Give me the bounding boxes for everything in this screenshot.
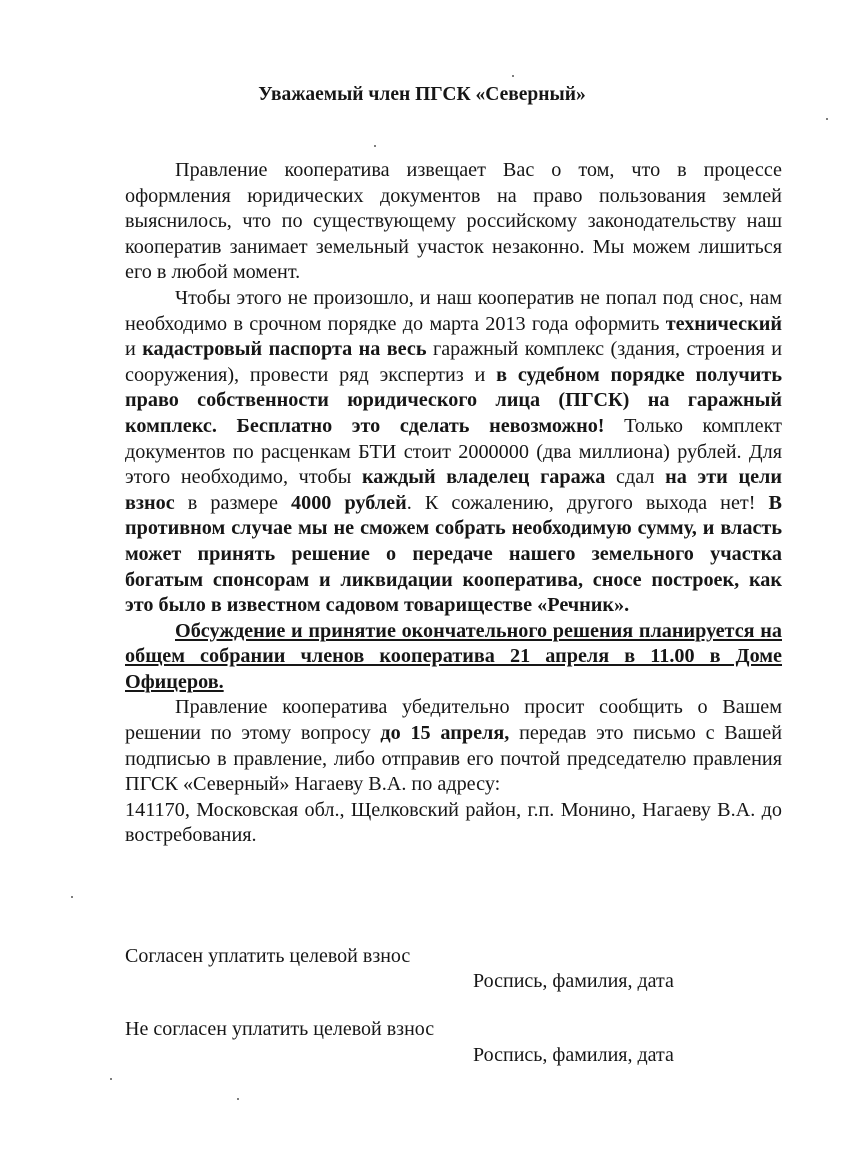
bold-span: В противном случае мы не сможем собрать необходимую сумму, и власть может принять решение о передаче нашего земельного участка богатым спонсорам и ликвидации кооператива, сносе построек, как это было в известном садовом товариществе «Речник». [125,491,782,617]
text-span: Чтобы этого не произошло, и наш кооператив не попал под снос, нам необходимо в срочном порядке до марта 2013 года оформить [125,286,782,335]
disagree-label: Не согласен уплатить целевой взнос [125,1018,435,1040]
paragraph-meeting [125,619,782,696]
text-span: в размере [174,491,291,514]
scan-speck [110,1078,112,1080]
bold-span: 4000 рублей [291,491,407,514]
bold-span: в судебном порядке получить право собственности юридического лица (ПГСК) на гаражный комплекс. Бесплатно это сделать невозможно! [125,363,783,437]
paragraph-requirements [125,286,782,619]
deadline-date: до 15 апреля, [380,722,510,745]
agree-label: Согласен уплатить целевой взнос [125,945,411,967]
bold-span: технический [665,312,782,335]
scan-speck [71,896,73,898]
text-span: передав это письмо с Вашей подписью в правление, либо отправив его почтой председателю правления ПГСК «Северный» Нагаеву В.А. по адресу: [125,722,783,796]
scan-speck [374,145,376,147]
text-span: сдал [605,466,666,489]
text-span: . К сожалению, другого выхода нет! [406,491,769,514]
bold-span: кадастровый паспорта на весь [142,338,427,361]
disagree-signature-field[interactable]: Роспись, фамилия, дата [473,1044,674,1066]
text-span: гаражный комплекс (здания, строения и сооружения), провести ряд экспертиз и [125,338,783,386]
paragraph-request [125,695,782,797]
agree-signature-field[interactable]: Роспись, фамилия, дата [473,970,674,992]
scan-speck [237,1098,239,1100]
letter-title: Уважаемый член ПГСК «Северный» [258,84,586,105]
scan-speck [512,75,514,77]
paragraph-notice: Правление кооператива извещает Вас о том, что в процессе оформления юридических документов на право пользования землей выяснилось, что по существующему российскому законодательству наш кооператив занимает земельный участок незаконно. Мы можем лишиться его в любой момент. [125,159,782,284]
text-span: Только комплект документов по расценкам БТИ стоит 2000000 (два миллиона) рублей. Для этого необходимо, чтобы [125,414,782,489]
text-span: и [125,338,143,361]
bold-span: каждый владелец гаража [361,466,606,489]
scan-speck [826,118,828,120]
meeting-announcement: Обсуждение и принятие окончательного решения планируется на общем собрании членов кооператива 21 апреля в 11.00 в Доме Офицеров. [125,619,782,693]
mailing-address: 141170, Московская обл., Щелковский район, г.п. Монино, Нагаеву В.А. до востребования. [125,798,782,847]
bold-span: на эти цели взнос [125,466,783,514]
text-span: Правление кооператива убедительно просит сообщить о Вашем решении по этому вопросу [125,696,782,745]
letter-body [125,158,782,849]
